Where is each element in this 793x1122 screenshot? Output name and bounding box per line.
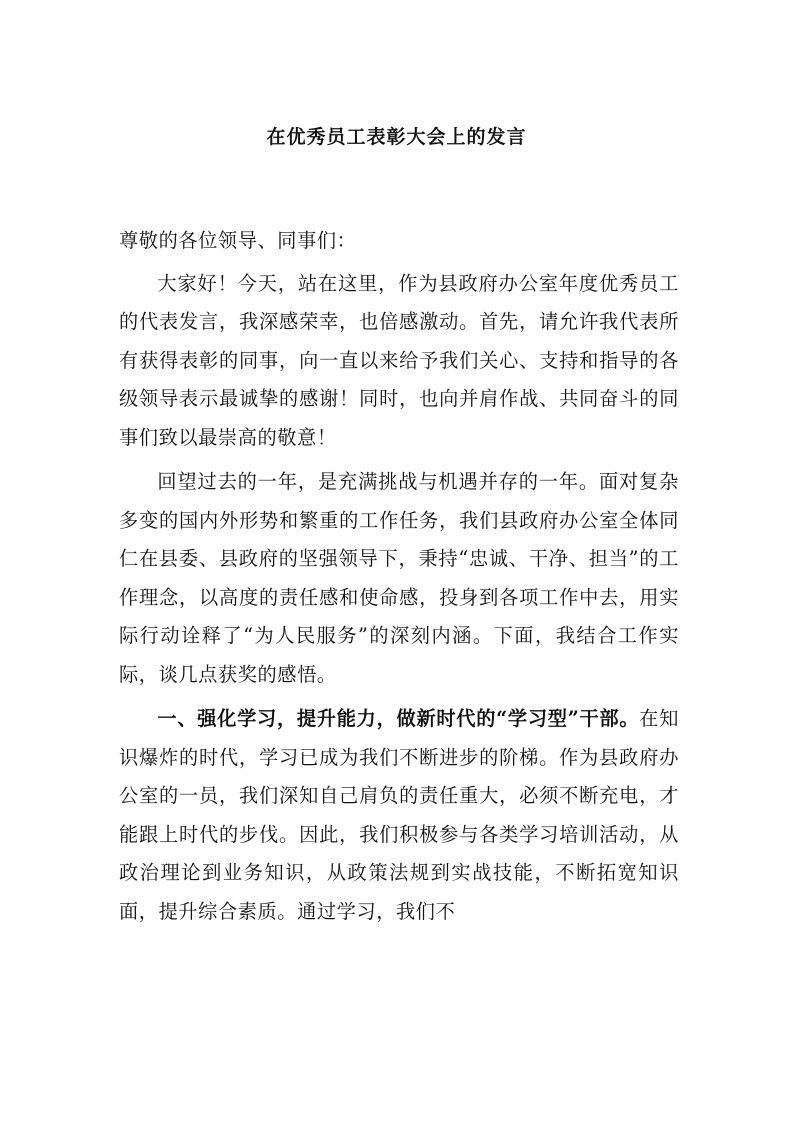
paragraph-review: 回望过去的一年，是充满挑战与机遇并存的一年。面对复杂多变的国内外形势和繁重的工作任务，我们县政府办公室全体同仁在县委、县政府的坚强领导下，秉持“忠诚、干净、担当”的工作理念，以高度的责任感和使命感，投身到各项工作中去，用实际行动诠释了“为人民服务”的深刻内涵。下面，我结合工作实际，谈几点获奖的感悟。 [119, 470, 679, 686]
paragraph-greeting: 大家好！今天，站在这里，作为县政府办公室年度优秀员工的代表发言，我深感荣幸，也倍感激动。首先，请允许我代表所有获得表彰的同事，向一直以来给予我们关心、支持和指导的各级领导表示最诚挚的感谢！同时，也向并肩作战、共同奋斗的同事们致以最崇高的敬意！ [119, 271, 679, 449]
document-body [119, 222, 679, 937]
section-1-heading: 一、强化学习，提升能力，做新时代的“学习型”干部。 [157, 707, 640, 730]
salutation: 尊敬的各位领导、同事们： [119, 229, 357, 252]
document-title: 在优秀员工表彰大会上的发言 [266, 126, 527, 148]
section-1-text: 在知识爆炸的时代，学习已成为我们不断进步的阶梯。作为县政府办公室的一员，我们深知自己肩负的责任重大，必须不断充电，才能跟上时代的步伐。因此，我们积极参与各类学习培训活动，从政治理论到业务知识，从政策法规到实战技能，不断拓宽知识面，提升综合素质。通过学习，我们不 [119, 707, 679, 923]
section-1-paragraph [119, 700, 679, 931]
